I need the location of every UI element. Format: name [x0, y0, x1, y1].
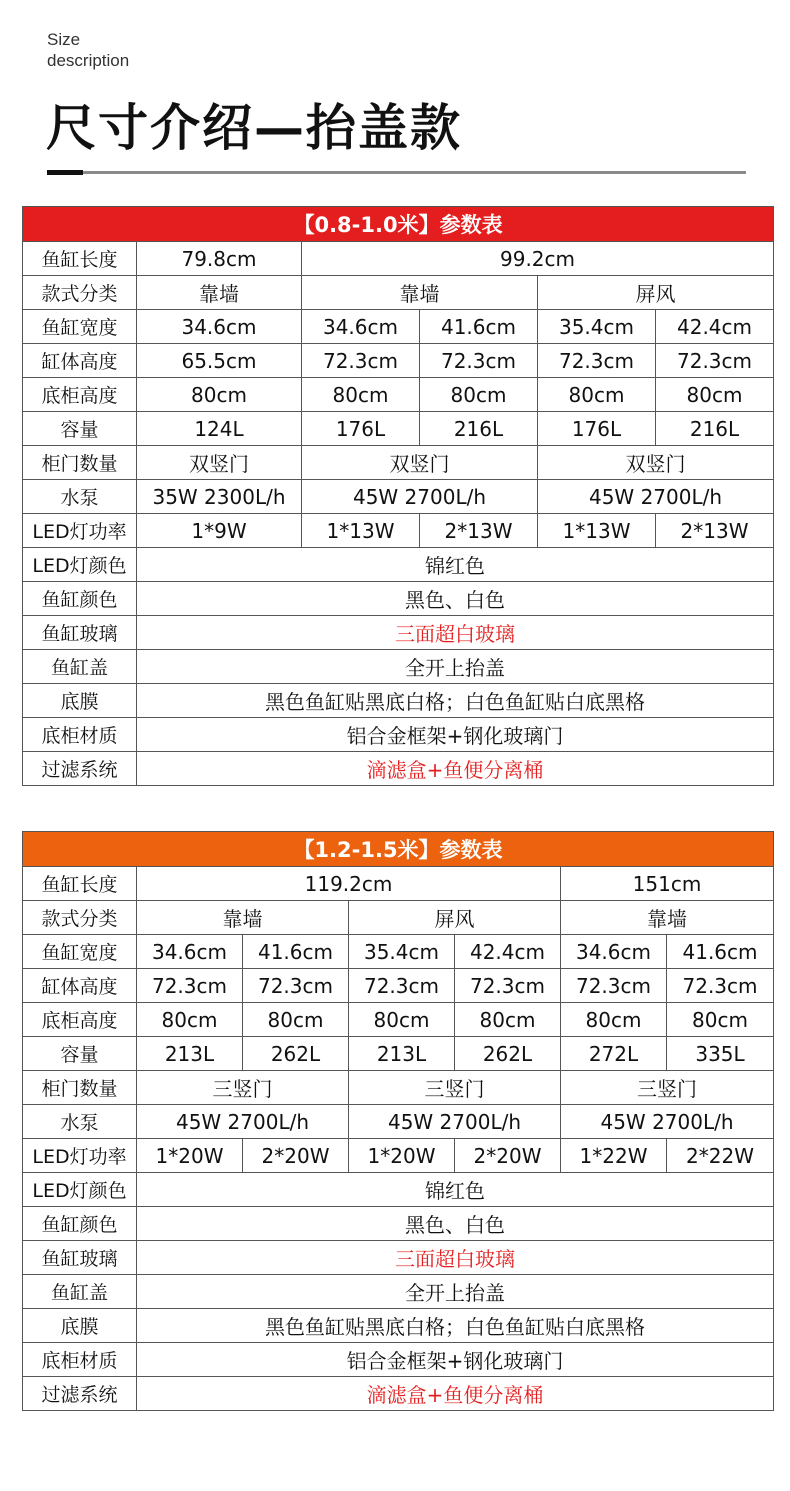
cell: 45W 2700L/h: [137, 1105, 349, 1139]
cell: 双竖门: [538, 446, 774, 480]
page-title: 尺寸介绍—抬盖款: [46, 99, 462, 157]
cell: 34.6cm: [561, 935, 667, 969]
cell: 2*22W: [667, 1139, 774, 1173]
cell: 72.3cm: [349, 969, 455, 1003]
cell: 80cm: [420, 378, 538, 412]
table-row-led-power: [23, 1139, 774, 1173]
cell: 176L: [302, 412, 420, 446]
cell: 1*13W: [538, 514, 656, 548]
cell: 42.4cm: [656, 310, 774, 344]
cell: 34.6cm: [302, 310, 420, 344]
table-row-cabinet-height: [23, 378, 774, 412]
row-label: 底柜高度: [23, 378, 137, 412]
table-row-tank-color: [23, 582, 774, 616]
spec-table-0.8-1.0m: [22, 206, 774, 786]
cell: 45W 2700L/h: [561, 1105, 774, 1139]
table-row-style: [23, 276, 774, 310]
cell: 靠墙: [302, 276, 538, 310]
row-label: 柜门数量: [23, 1071, 137, 1105]
cell: 双竖门: [137, 446, 302, 480]
table-heading: 【0.8-1.0米】参数表: [23, 207, 774, 242]
cell: 262L: [243, 1037, 349, 1071]
cell: 80cm: [137, 378, 302, 412]
cell: 黑色鱼缸贴黑底白格；白色鱼缸贴白底黑格: [137, 684, 774, 718]
row-label: 款式分类: [23, 276, 137, 310]
cell: 80cm: [243, 1003, 349, 1037]
cell: 三竖门: [561, 1071, 774, 1105]
row-label: LED灯功率: [23, 1139, 137, 1173]
cell: 靠墙: [137, 276, 302, 310]
row-label: 底膜: [23, 1309, 137, 1343]
table-row-pump: [23, 1105, 774, 1139]
cell: 34.6cm: [137, 935, 243, 969]
table-row-led-color: [23, 548, 774, 582]
table-row-capacity: [23, 1037, 774, 1071]
cell: 262L: [455, 1037, 561, 1071]
cell: 1*20W: [137, 1139, 243, 1173]
cell: 2*20W: [455, 1139, 561, 1173]
cell: 72.3cm: [656, 344, 774, 378]
cell: 2*13W: [656, 514, 774, 548]
cell: 99.2cm: [302, 242, 774, 276]
cell: 35.4cm: [349, 935, 455, 969]
cell: 80cm: [302, 378, 420, 412]
cell: 42.4cm: [455, 935, 561, 969]
subtitle-line-1: Size: [47, 30, 81, 49]
cell: 176L: [538, 412, 656, 446]
cell: 41.6cm: [243, 935, 349, 969]
cell: 72.3cm: [561, 969, 667, 1003]
cell-highlight: 三面超白玻璃: [137, 1241, 774, 1275]
subtitle-line-2: description: [47, 51, 130, 70]
row-label: 鱼缸颜色: [23, 582, 137, 616]
table-row-film: [23, 684, 774, 718]
cell: 216L: [656, 412, 774, 446]
cell: 72.3cm: [137, 969, 243, 1003]
cell: 铝合金框架+钢化玻璃门: [137, 1343, 774, 1377]
table-row-cabinet-material: [23, 718, 774, 752]
table-row-filter: [23, 752, 774, 786]
row-label: 鱼缸宽度: [23, 935, 137, 969]
cell: 屏风: [349, 901, 561, 935]
table-row-length: [23, 867, 774, 901]
cell-highlight: 三面超白玻璃: [137, 616, 774, 650]
cell: 65.5cm: [137, 344, 302, 378]
cell: 72.3cm: [243, 969, 349, 1003]
row-label: 容量: [23, 1037, 137, 1071]
cell: 锦红色: [137, 548, 774, 582]
cell: 72.3cm: [455, 969, 561, 1003]
title-underline: [47, 171, 746, 174]
table-row-doors: [23, 1071, 774, 1105]
table-row-led-power: [23, 514, 774, 548]
title-underline-accent: [47, 170, 83, 175]
row-label: 鱼缸宽度: [23, 310, 137, 344]
cell: 41.6cm: [420, 310, 538, 344]
table-row-cabinet-height: [23, 1003, 774, 1037]
table-row-capacity: [23, 412, 774, 446]
row-label: LED灯功率: [23, 514, 137, 548]
cell: 119.2cm: [137, 867, 561, 901]
cell: 三竖门: [349, 1071, 561, 1105]
table-header-row: [23, 832, 774, 867]
row-label: 鱼缸颜色: [23, 1207, 137, 1241]
cell: 靠墙: [561, 901, 774, 935]
cell: 锦红色: [137, 1173, 774, 1207]
table-row-length: [23, 242, 774, 276]
cell: 45W 2700L/h: [349, 1105, 561, 1139]
row-label: 底柜高度: [23, 1003, 137, 1037]
row-label: 款式分类: [23, 901, 137, 935]
table-row-pump: [23, 480, 774, 514]
row-label: LED灯颜色: [23, 1173, 137, 1207]
row-label: 容量: [23, 412, 137, 446]
cell: 79.8cm: [137, 242, 302, 276]
cell: 1*13W: [302, 514, 420, 548]
row-label: 鱼缸长度: [23, 867, 137, 901]
cell: 铝合金框架+钢化玻璃门: [137, 718, 774, 752]
cell: 黑色、白色: [137, 1207, 774, 1241]
cell: 全开上抬盖: [137, 650, 774, 684]
row-label: 底膜: [23, 684, 137, 718]
table-row-glass: [23, 616, 774, 650]
cell: 全开上抬盖: [137, 1275, 774, 1309]
table-row-width: [23, 935, 774, 969]
row-label: 鱼缸玻璃: [23, 616, 137, 650]
cell: 45W 2700L/h: [302, 480, 538, 514]
table-row-height: [23, 969, 774, 1003]
cell: 1*22W: [561, 1139, 667, 1173]
cell: 72.3cm: [420, 344, 538, 378]
cell: 34.6cm: [137, 310, 302, 344]
table-row-film: [23, 1309, 774, 1343]
cell: 三竖门: [137, 1071, 349, 1105]
cell: 80cm: [455, 1003, 561, 1037]
cell: 靠墙: [137, 901, 349, 935]
cell: 72.3cm: [667, 969, 774, 1003]
cell: 335L: [667, 1037, 774, 1071]
row-label: 水泵: [23, 480, 137, 514]
spec-table-1.2-1.5m: [22, 831, 774, 1411]
row-label: LED灯颜色: [23, 548, 137, 582]
cell: 2*13W: [420, 514, 538, 548]
table-row-tank-color: [23, 1207, 774, 1241]
row-label: 鱼缸长度: [23, 242, 137, 276]
row-label: 鱼缸盖: [23, 1275, 137, 1309]
row-label: 水泵: [23, 1105, 137, 1139]
cell: 72.3cm: [538, 344, 656, 378]
cell: 35W 2300L/h: [137, 480, 302, 514]
cell: 黑色鱼缸贴黑底白格；白色鱼缸贴白底黑格: [137, 1309, 774, 1343]
cell: 80cm: [349, 1003, 455, 1037]
row-label: 鱼缸盖: [23, 650, 137, 684]
table-row-filter: [23, 1377, 774, 1411]
row-label: 过滤系统: [23, 1377, 137, 1411]
cell: 1*20W: [349, 1139, 455, 1173]
cell: 216L: [420, 412, 538, 446]
table-row-style: [23, 901, 774, 935]
row-label: 缸体高度: [23, 344, 137, 378]
cell: 272L: [561, 1037, 667, 1071]
table-row-height: [23, 344, 774, 378]
row-label: 过滤系统: [23, 752, 137, 786]
cell: 黑色、白色: [137, 582, 774, 616]
cell: 72.3cm: [302, 344, 420, 378]
cell: 151cm: [561, 867, 774, 901]
cell: 45W 2700L/h: [538, 480, 774, 514]
row-label: 柜门数量: [23, 446, 137, 480]
table-row-width: [23, 310, 774, 344]
cell-highlight: 滴滤盒+鱼便分离桶: [137, 752, 774, 786]
cell: 80cm: [656, 378, 774, 412]
cell: 80cm: [667, 1003, 774, 1037]
cell: 41.6cm: [667, 935, 774, 969]
table-row-lid: [23, 1275, 774, 1309]
cell: 124L: [137, 412, 302, 446]
table-row-led-color: [23, 1173, 774, 1207]
row-label: 缸体高度: [23, 969, 137, 1003]
cell: 2*20W: [243, 1139, 349, 1173]
cell: 213L: [137, 1037, 243, 1071]
table-header-row: [23, 207, 774, 242]
cell: 屏风: [538, 276, 774, 310]
table-row-lid: [23, 650, 774, 684]
table-heading: 【1.2-1.5米】参数表: [23, 832, 774, 867]
cell: 1*9W: [137, 514, 302, 548]
row-label: 底柜材质: [23, 1343, 137, 1377]
table-row-cabinet-material: [23, 1343, 774, 1377]
cell: 35.4cm: [538, 310, 656, 344]
cell: 双竖门: [302, 446, 538, 480]
cell: 80cm: [561, 1003, 667, 1037]
cell-highlight: 滴滤盒+鱼便分离桶: [137, 1377, 774, 1411]
cell: 80cm: [137, 1003, 243, 1037]
subtitle: [47, 29, 129, 71]
row-label: 底柜材质: [23, 718, 137, 752]
table-row-glass: [23, 1241, 774, 1275]
cell: 213L: [349, 1037, 455, 1071]
row-label: 鱼缸玻璃: [23, 1241, 137, 1275]
table-row-doors: [23, 446, 774, 480]
cell: 80cm: [538, 378, 656, 412]
